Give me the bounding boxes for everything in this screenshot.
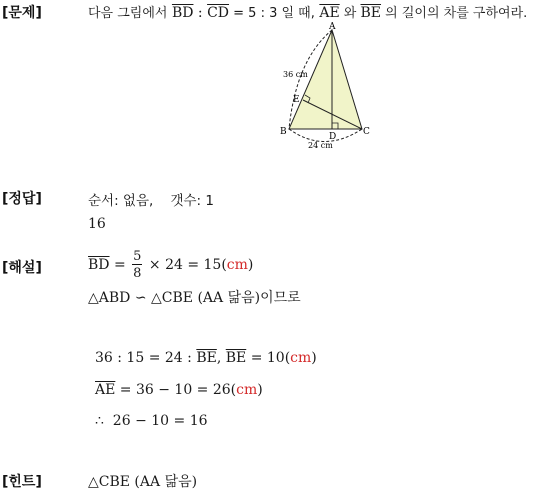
denominator: 8: [133, 266, 142, 281]
equals: =: [109, 257, 131, 273]
label-c: C: [363, 127, 370, 137]
unit-cm: cm: [290, 350, 312, 366]
segment-bd: $\overline{BD}$: [171, 5, 194, 21]
problem-text: [88, 2, 527, 21]
fraction: [132, 250, 142, 280]
triangle-figure: [276, 22, 386, 152]
length-ab: 36 cm: [283, 70, 308, 79]
calc: = 36 − 10 = 26(: [115, 382, 237, 398]
conjunction: 와: [339, 6, 361, 21]
solution-line-2: △ABD ∽ △CBE (AA 닮음)이므로: [88, 290, 301, 306]
separator: ,: [216, 350, 226, 366]
length-bc: 24 cm: [308, 141, 333, 150]
solution-line-5: ∴ 26 − 10 = 16: [95, 413, 208, 429]
label-a: A: [329, 22, 336, 32]
problem-label: [문제]: [2, 5, 42, 21]
answer-label: [정답]: [2, 191, 42, 207]
ratio-text: = 5 : 3 일 때,: [229, 6, 315, 21]
unit-cm: cm: [236, 382, 258, 398]
close-paren: ): [311, 350, 317, 366]
triangle-abc: [289, 30, 362, 129]
solution-line-3: [95, 350, 317, 366]
equals: = 10(: [246, 350, 291, 366]
segment-cd: $\overline{CD}$: [207, 5, 230, 21]
solution-label: [해설]: [2, 260, 42, 276]
label-e: E: [293, 95, 300, 105]
numerator: 5: [133, 249, 142, 264]
label-b: B: [280, 127, 287, 137]
hint-text: △CBE (AA 닮음): [88, 474, 198, 490]
hint-label: [힌트]: [2, 474, 42, 490]
segment-ae: $\overline{AE}$: [95, 382, 116, 398]
segment-be: $\overline{BE}$: [360, 5, 382, 21]
unit-cm: cm: [226, 257, 248, 273]
proportion: 36 : 15 = 24 :: [95, 350, 197, 366]
answer-meta: 순서: 없음, 갯수: 1: [88, 193, 214, 209]
segment-be: $\overline{BE}$: [196, 350, 217, 366]
colon: :: [193, 5, 208, 21]
close-paren: ): [257, 382, 263, 398]
label-d: D: [329, 132, 337, 142]
segment-bd: $\overline{BD}$: [88, 257, 110, 273]
segment-be: $\overline{BE}$: [225, 350, 247, 366]
arc-bc: [289, 129, 362, 142]
problem-prefix: 다음 그림에서: [88, 6, 168, 21]
answer-value: 16: [88, 216, 106, 232]
segment-ae: $\overline{AE}$: [319, 5, 340, 21]
solution-line-4: [95, 382, 263, 398]
solution-line-1: [88, 250, 253, 280]
calc: × 24 = 15(: [144, 257, 227, 273]
problem-suffix: 의 길이의 차를 구하여라.: [381, 6, 528, 21]
close-paren: ): [247, 257, 254, 273]
